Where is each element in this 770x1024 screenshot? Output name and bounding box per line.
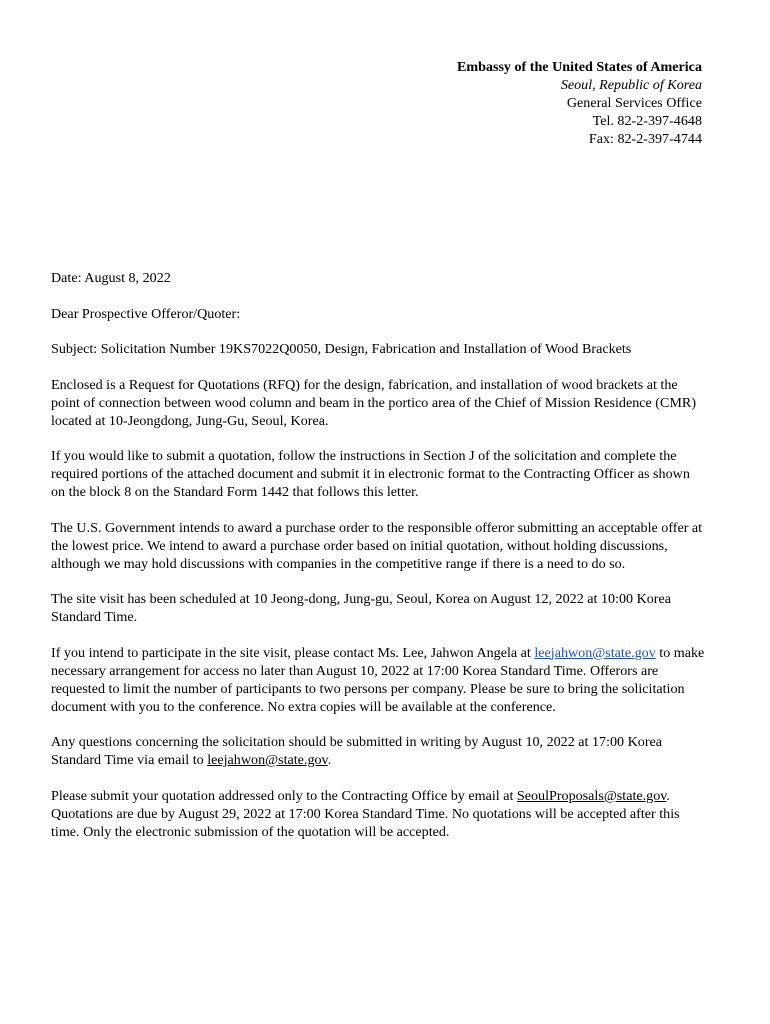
embassy-name: Embassy of the United States of America [456,59,702,75]
paragraph-site-visit-contact [51,644,706,716]
letter-date: Date: August 8, 2022 [51,270,171,286]
questions-text-after: . [327,752,332,768]
paragraph-site-visit: The site visit has been scheduled at 10 Jeong-dong, Jung-gu, Seoul, Korea on August 12, 2022 at 10:00 Korea Standard Time. [51,591,672,625]
deadline-text-before: Please submit your quotation addressed only to the Contracting Office by email at [51,787,517,804]
paragraph-award-intent: The U.S. Government intends to award a purchase order to the responsible offeror submitting an acceptable offer at the lowest price. We intend to award a purchase order based on initial quotation, without holding discussions, although we may hold discussions with companies in the competitive range if there is a need to do so. [51,519,703,572]
proposals-email-link[interactable]: SeoulProposals@state.gov [516,787,667,804]
telephone-number: Tel. 82-2-397-4648 [592,113,702,129]
letterhead [457,58,702,148]
subject-line: Subject: Solicitation Number 19KS7022Q0050, Design, Fabrication and Installation of Wood Brackets [51,341,632,357]
salutation: Dear Prospective Offeror/Quoter: [51,305,241,322]
letter-body [51,269,706,858]
embassy-city: Seoul, Republic of Korea [560,77,702,93]
fax-number: Fax: 82-2-397-4744 [588,131,702,147]
paragraph-rfq-overview: Enclosed is a Request for Quotations (RFQ) for the design, fabrication, and installation of wood brackets at the point of connection between wood column and beam in the portico area of the Chief of Mission Residence (CMR) located at 10-Jeongdong, Jung-Gu, Seoul, Korea. [51,376,697,429]
contact-email-link[interactable]: leejahwon@state.gov [534,644,656,661]
deadline-text-after: . Quotations are due by August 29, 2022 at 17:00 Korea Standard Time. No quotations will be accepted after this time. Only the electronic submission of the quotation will be accepted. [51,787,680,840]
contact-text-before: If you intend to participate in the site visit, please contact Ms. Lee, Jahwon Angela at [51,644,535,661]
contact-text-after: to make necessary arrangement for access no later than August 10, 2022 at 17:00 Korea Standard Time. Offerors are requested to limit the number of participants to two persons per company. Please be sure to bring the solicitation document with you to the conference. No extra copies will be available at the conference. [51,644,705,715]
paragraph-quotation-deadline [51,787,706,841]
questions-text-before: Any questions concerning the solicitation should be submitted in writing by August 10, 2022 at 17:00 Korea Standard Time via email to [51,734,663,768]
office-name: General Services Office [566,95,702,111]
questions-email-link[interactable]: leejahwon@state.gov [207,752,328,768]
paragraph-submission-instructions: If you would like to submit a quotation, follow the instructions in Section J of the solicitation and complete the required portions of the attached document and submit it in electronic format to the Contracting Officer as shown on the block 8 on the Standard Form 1442 that follows this letter. [51,448,690,500]
paragraph-questions [51,733,706,769]
